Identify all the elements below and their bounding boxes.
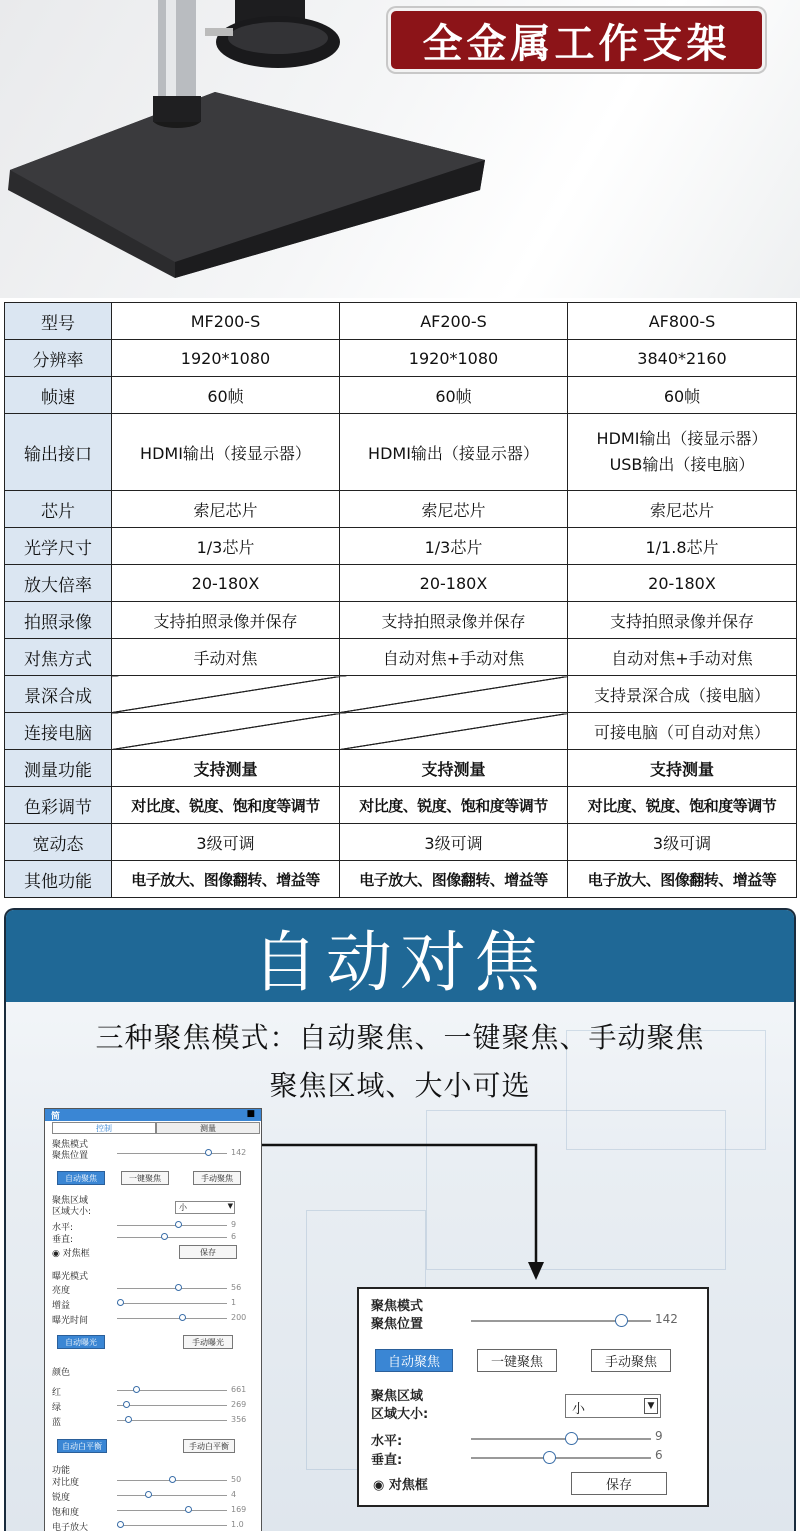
software-control-panel	[44, 1108, 262, 1531]
auto-focus-button[interactable]: 自动聚焦	[375, 1349, 453, 1372]
brightness-slider[interactable]	[117, 1288, 227, 1289]
autofocus-banner	[6, 910, 794, 1002]
table-cell: 支持测量	[568, 750, 797, 787]
table-cell: 20-180X	[112, 565, 340, 602]
table-cell: 1920*1080	[112, 340, 340, 377]
gain-slider[interactable]	[117, 1303, 227, 1304]
slider-knob[interactable]	[205, 1149, 212, 1156]
brightness-value: 56	[231, 1283, 242, 1292]
slider-knob[interactable]	[117, 1521, 124, 1528]
table-cell: 支持测量	[340, 750, 568, 787]
table-row	[5, 861, 797, 898]
table-cell: 1/3芯片	[112, 528, 340, 565]
table-cell: 自动对焦+手动对焦	[340, 639, 568, 676]
contrast-value: 50	[231, 1475, 242, 1484]
zoomed-focus-panel	[357, 1287, 709, 1507]
table-row	[5, 639, 797, 676]
chevron-down-icon: ▼	[227, 1202, 233, 1210]
red-label: 红	[52, 1388, 62, 1398]
digital-zoom-value: 1.0	[231, 1520, 244, 1529]
slider-knob[interactable]	[161, 1233, 168, 1240]
simplified-label: 简	[51, 1112, 61, 1122]
function-label: 功能	[52, 1466, 71, 1476]
tab-control[interactable]: 控制	[52, 1122, 156, 1134]
table-cell: 支持拍照录像并保存	[340, 602, 568, 639]
slider-knob[interactable]	[175, 1284, 182, 1291]
row-label: 光学尺寸	[5, 528, 112, 565]
color-label: 颜色	[52, 1368, 71, 1378]
slider-knob[interactable]	[169, 1476, 176, 1483]
row-label: 连接电脑	[5, 713, 112, 750]
table-cell: HDMI输出（接显示器）	[112, 414, 340, 491]
manual-focus-button[interactable]: 手动聚焦	[591, 1349, 671, 1372]
area-size-select[interactable]	[175, 1201, 235, 1214]
hero-ribbon-text: 全金属工作支架	[422, 20, 731, 67]
row-label: 对焦方式	[5, 639, 112, 676]
table-cell: 1/1.8芯片	[568, 528, 797, 565]
contrast-label: 对比度	[52, 1478, 80, 1488]
digital-zoom-label: 电子放大	[52, 1523, 89, 1531]
area-size-value: 小	[572, 1402, 586, 1417]
focus-modes-text: 三种聚焦模式：自动聚焦、一键聚焦、手动聚焦	[95, 1021, 705, 1054]
one-key-focus-button[interactable]: 一键聚焦	[121, 1171, 169, 1185]
autofocus-section	[4, 908, 796, 1531]
empty-cell-slash	[112, 676, 340, 713]
saturation-slider[interactable]	[117, 1510, 227, 1511]
slider-knob[interactable]	[615, 1314, 628, 1327]
table-cell: 3级可调	[568, 824, 797, 861]
vertical-label: 垂直:	[371, 1453, 403, 1468]
vertical-slider[interactable]	[117, 1237, 227, 1238]
slider-knob[interactable]	[117, 1299, 124, 1306]
table-row	[5, 787, 797, 824]
table-row	[5, 377, 797, 414]
table-cell: 对比度、锐度、饱和度等调节	[112, 787, 340, 824]
sharpness-slider[interactable]	[117, 1495, 227, 1496]
area-size-value: 小	[179, 1203, 187, 1212]
green-label: 绿	[52, 1403, 62, 1413]
table-cell: 3840*2160	[568, 340, 797, 377]
saturation-value: 169	[231, 1505, 247, 1514]
table-cell: 3级可调	[340, 824, 568, 861]
save-button[interactable]: 保存	[179, 1245, 237, 1259]
empty-cell-slash	[340, 713, 568, 750]
vertical-slider[interactable]	[471, 1457, 651, 1459]
table-cell: 20-180X	[340, 565, 568, 602]
cell-line: HDMI输出（接显示器）	[596, 429, 768, 448]
focus-frame-radio[interactable]: ◉ 对焦框	[52, 1249, 90, 1259]
row-label: 芯片	[5, 491, 112, 528]
focus-position-value: 142	[231, 1148, 247, 1157]
row-label: 放大倍率	[5, 565, 112, 602]
save-button[interactable]: 保存	[571, 1472, 667, 1495]
horizontal-label: 水平:	[52, 1223, 74, 1233]
table-cell: 60帧	[340, 377, 568, 414]
horizontal-slider[interactable]	[471, 1438, 651, 1440]
exposure-mode-label: 曝光模式	[52, 1272, 89, 1282]
row-label: 宽动态	[5, 824, 112, 861]
spec-table	[4, 302, 797, 898]
empty-cell-slash	[112, 713, 340, 750]
row-label: 拍照录像	[5, 602, 112, 639]
table-row	[5, 676, 797, 713]
row-label: 测量功能	[5, 750, 112, 787]
table-cell: AF200-S	[340, 303, 568, 340]
area-size-select[interactable]	[565, 1394, 661, 1418]
table-cell: 支持测量	[112, 750, 340, 787]
table-row	[5, 303, 797, 340]
table-cell: 1920*1080	[340, 340, 568, 377]
table-row	[5, 565, 797, 602]
table-cell: 20-180X	[568, 565, 797, 602]
table-cell	[568, 414, 797, 491]
focus-area-label: 聚焦区域	[52, 1196, 89, 1206]
table-cell: 支持景深合成（接电脑）	[568, 676, 797, 713]
blue-value: 356	[231, 1415, 247, 1424]
focus-mode-label: 聚焦模式	[371, 1299, 424, 1314]
panel-topbar	[45, 1109, 261, 1121]
one-key-focus-button[interactable]: 一键聚焦	[477, 1349, 557, 1372]
table-cell: 可接电脑（可自动对焦）	[568, 713, 797, 750]
table-cell: 对比度、锐度、饱和度等调节	[340, 787, 568, 824]
autofocus-title: 自动对焦	[252, 923, 548, 1001]
table-cell: AF800-S	[568, 303, 797, 340]
green-slider[interactable]	[117, 1405, 227, 1406]
digital-zoom-slider[interactable]	[117, 1525, 227, 1526]
cell-line: USB输出（接电脑）	[609, 455, 755, 474]
table-row	[5, 750, 797, 787]
slider-knob[interactable]	[543, 1451, 556, 1464]
slider-knob[interactable]	[133, 1386, 140, 1393]
table-cell: 支持拍照录像并保存	[568, 602, 797, 639]
blue-slider[interactable]	[117, 1420, 227, 1421]
table-cell: 60帧	[112, 377, 340, 414]
table-row	[5, 602, 797, 639]
focus-position-label: 聚焦位置	[52, 1151, 89, 1161]
red-value: 661	[231, 1385, 247, 1394]
table-cell: 对比度、锐度、饱和度等调节	[568, 787, 797, 824]
saturation-label: 饱和度	[52, 1508, 80, 1518]
focus-area-label: 聚焦区域	[371, 1389, 424, 1404]
chevron-down-icon: ▼	[644, 1398, 658, 1414]
table-row	[5, 491, 797, 528]
horizontal-slider[interactable]	[117, 1225, 227, 1226]
slider-knob[interactable]	[179, 1314, 186, 1321]
table-row	[5, 528, 797, 565]
slider-knob[interactable]	[175, 1221, 182, 1228]
table-cell: 电子放大、图像翻转、增益等	[112, 861, 340, 898]
area-size-label: 区域大小:	[371, 1407, 429, 1422]
tab-measure[interactable]: 测量	[156, 1122, 260, 1134]
table-cell: 索尼芯片	[568, 491, 797, 528]
vertical-value: 6	[655, 1448, 663, 1462]
green-value: 269	[231, 1400, 247, 1409]
brightness-label: 亮度	[52, 1286, 71, 1296]
table-row	[5, 414, 797, 491]
blue-label: 蓝	[52, 1418, 62, 1428]
hero-ribbon	[388, 8, 765, 72]
focus-position-label: 聚焦位置	[371, 1317, 424, 1332]
exposure-time-slider[interactable]	[117, 1318, 227, 1319]
table-cell: 1/3芯片	[340, 528, 568, 565]
focus-frame-radio[interactable]: ◉ 对焦框	[373, 1478, 428, 1493]
auto-exposure-button[interactable]: 自动曝光	[57, 1335, 105, 1349]
horizontal-value: 9	[231, 1220, 237, 1229]
hero-stand-photo	[0, 0, 800, 298]
empty-cell-slash	[340, 676, 568, 713]
row-label: 输出接口	[5, 414, 112, 491]
row-label: 型号	[5, 303, 112, 340]
slider-knob[interactable]	[123, 1401, 130, 1408]
focus-area-text: 聚焦区域、大小可选	[269, 1069, 531, 1102]
slider-knob[interactable]	[125, 1416, 132, 1423]
table-cell: 索尼芯片	[112, 491, 340, 528]
manual-exposure-button[interactable]: 手动曝光	[183, 1335, 233, 1349]
row-label: 帧速	[5, 377, 112, 414]
row-label: 其他功能	[5, 861, 112, 898]
table-cell: MF200-S	[112, 303, 340, 340]
gain-label: 增益	[52, 1301, 71, 1311]
table-cell: 手动对焦	[112, 639, 340, 676]
auto-focus-button[interactable]: 自动聚焦	[57, 1171, 105, 1185]
horizontal-value: 9	[655, 1429, 663, 1443]
area-size-label: 区域大小:	[52, 1207, 92, 1217]
gain-value: 1	[231, 1298, 237, 1307]
slider-knob[interactable]	[565, 1432, 578, 1445]
table-cell: 索尼芯片	[340, 491, 568, 528]
lock-icon[interactable]: ■	[246, 1109, 255, 1119]
exposure-time-label: 曝光时间	[52, 1316, 89, 1326]
horizontal-label: 水平:	[371, 1434, 403, 1449]
row-label: 分辨率	[5, 340, 112, 377]
focus-position-value: 142	[655, 1312, 678, 1326]
row-label: 色彩调节	[5, 787, 112, 824]
table-row	[5, 824, 797, 861]
focus-mode-label: 聚焦模式	[52, 1140, 89, 1150]
focus-frame-label: 对焦框	[388, 1478, 428, 1493]
vertical-label: 垂直:	[52, 1235, 74, 1245]
table-cell: 支持拍照录像并保存	[112, 602, 340, 639]
table-cell: 3级可调	[112, 824, 340, 861]
table-cell: 60帧	[568, 377, 797, 414]
vertical-value: 6	[231, 1232, 237, 1241]
manual-focus-button[interactable]: 手动聚焦	[193, 1171, 241, 1185]
table-cell: HDMI输出（接显示器）	[340, 414, 568, 491]
row-label: 景深合成	[5, 676, 112, 713]
table-row	[5, 713, 797, 750]
slider-knob[interactable]	[185, 1506, 192, 1513]
sharpness-label: 锐度	[52, 1493, 71, 1503]
table-cell: 电子放大、图像翻转、增益等	[568, 861, 797, 898]
manual-white-balance-button[interactable]: 手动白平衡	[183, 1439, 235, 1453]
table-cell: 自动对焦+手动对焦	[568, 639, 797, 676]
slider-knob[interactable]	[145, 1491, 152, 1498]
exposure-time-value: 200	[231, 1313, 247, 1322]
sharpness-value: 4	[231, 1490, 237, 1499]
table-row	[5, 340, 797, 377]
focus-frame-label: 对焦框	[62, 1249, 90, 1259]
auto-white-balance-button[interactable]: 自动白平衡	[57, 1439, 107, 1453]
table-cell: 电子放大、图像翻转、增益等	[340, 861, 568, 898]
